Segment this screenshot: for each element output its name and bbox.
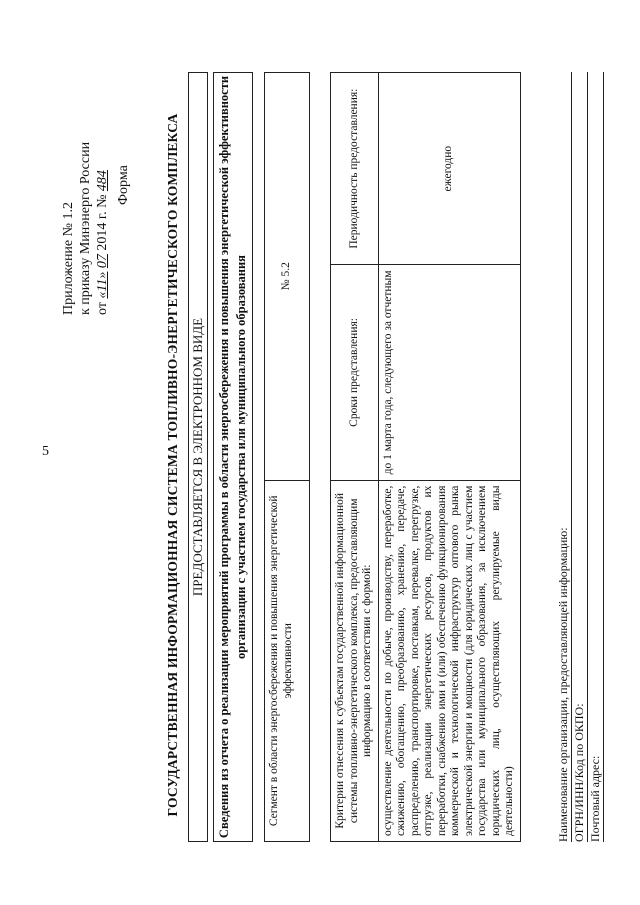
appendix-month: 07 <box>95 254 110 269</box>
main-title: ГОСУДАРСТВЕННАЯ ИНФОРМАЦИОННАЯ СИСТЕМА ТОПЛИВНО-ЭНЕРГЕТИЧЕСКОГО КОМПЛЕКСА <box>165 113 180 817</box>
criteria-body: осуществление деятельности по добыче, производству, переработке, сжижению, обогащению, преобразованию, хранению, передаче, распределению, транспортировке, поставкам, перевалке, перегрузке, отгрузке, реализации энергетических ресурсов, продуктов их переработки, снабжению ими и (или) обеспечению функционирования коммерческой и технологической инфраструктур оптового рынка электрической энергии и мощности (для юридических лиц с участием государства или муниципального образования, за исключением юридических лиц, осуществляющих регулируемые виды деятельности) <box>378 480 520 841</box>
segment-label: Сегмент в области энергосбережения и повышения энергетической эффективности <box>265 480 310 841</box>
footer-ogrn: ОГРН/ИНН/Код по ОКПО: <box>572 72 588 842</box>
deadline-header: Сроки представления: <box>331 265 379 480</box>
page-number: 5 <box>42 444 49 459</box>
appendix-year: 2014 г. № <box>95 194 110 251</box>
segment-code: № 5.2 <box>265 73 310 481</box>
appendix-day: «11» <box>95 271 110 299</box>
report-title: Сведения из отчета о реализации мероприятий программы в области энергосбережения и повышения энергетической эффективности организации с участием государства или муниципального образования <box>213 72 253 842</box>
period-header: Периодичность предоставления: <box>331 73 379 265</box>
appendix-line2: к приказу Минэнерго России <box>78 141 93 315</box>
footer-org-name: Наименование организации, предоставляющей информацию: <box>556 72 572 842</box>
appendix-number: 484 <box>95 170 110 192</box>
appendix-line3: от «11» 07 2014 г. № 484 <box>95 170 110 315</box>
criteria-header: Критерии отнесения к субъектам государственной информационной системы топливно-энергетического комплекса, предоставляющим информацию в соответствии с формой: <box>331 480 379 841</box>
form-label: Форма <box>116 165 131 205</box>
footer-address: Почтовый адрес: <box>588 72 604 842</box>
electronic-band: ПРЕДОСТАВЛЯЕТСЯ В ЭЛЕКТРОННОМ ВИДЕ <box>188 72 208 842</box>
criteria-table <box>330 72 521 842</box>
appendix-line1: Приложение № 1.2 <box>61 202 76 315</box>
deadline-value: до 1 марта года, следующего за отчетным <box>378 265 520 480</box>
appendix-block <box>60 75 111 315</box>
period-value: ежегодно <box>378 73 520 265</box>
segment-table <box>264 72 310 842</box>
